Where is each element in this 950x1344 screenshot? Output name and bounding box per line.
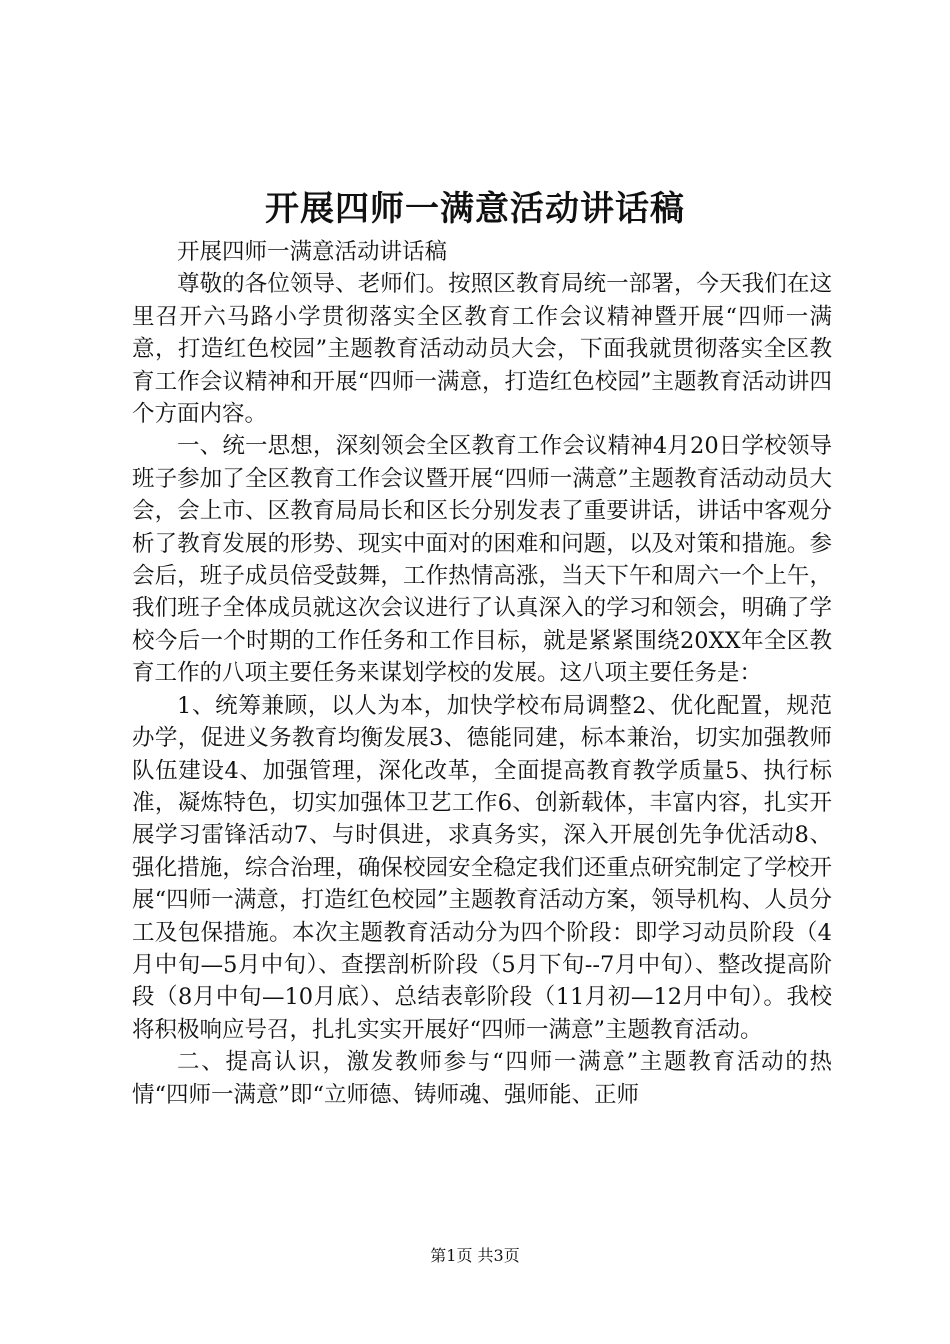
opening-paragraph: 尊敬的各位领导、老师们。按照区教育局统一部署，今天我们在这里召开六马路小学贯彻落实全区教育工作会议精神暨开展“四师一满意，打造红色校园”主题教育活动动员大会，下面我就贯彻落实全区教育工作会议精神和开展“四师一满意，打造红色校园”主题教育活动讲四个方面内容。 <box>132 271 832 428</box>
section-one-paragraph: 一、统一思想，深刻领会全区教育工作会议精神4月20日学校领导班子参加了全区教育工作会议暨开展“四师一满意”主题教育活动动员大会，会上市、区教育局局长和区长分别发表了重要讲话，讲话中客观分析了教育发展的形势、现实中面对的困难和问题，以及对策和措施。参会后，班子成员倍受鼓舞，工作热情高涨，当天下午和周六一个上午，我们班子全体成员就这次会议进行了认真深入的学习和领会，明确了学校今后一个时期的工作任务和工作目标，就是紧紧围绕20XX年全区教育工作的八项主要任务来谋划学校的发展。这八项主要任务是： <box>132 433 832 687</box>
section-two-paragraph: 二、提高认识，激发教师参与“四师一满意”主题教育活动的热情“四师一满意”即“立师德、铸师魂、强师能、正师 <box>132 1049 832 1108</box>
tasks-paragraph: 1、统筹兼顾，以人为本，加快学校布局调整2、优化配置，规范办学，促进义务教育均衡发展3、德能同建，标本兼治，切实加强教师队伍建设4、加强管理，深化改革，全面提高教育教学质量5、执行标准，凝炼特色，切实加强体卫艺工作6、创新载体，丰富内容，扎实开展学习雷锋活动7、与时俱进，求真务实，深入开展创先争优活动8、强化措施，综合治理，确保校园安全稳定我们还重点研究制定了学校开展“四师一满意，打造红色校园”主题教育活动方案，领导机构、人员分工及包保措施。本次主题教育活动分为四个阶段：即学习动员阶段（4月中旬—5月中旬）、查摆剖析阶段（5月下旬--7月中旬）、整改提高阶段（8月中旬—10月底）、总结表彰阶段（11月初—12月中旬）。我校将积极响应号召，扎扎实实开展好“四师一满意”主题教育活动。 <box>132 692 832 1043</box>
subtitle-paragraph: 开展四师一满意活动讲话稿 <box>177 239 448 265</box>
page-footer: 第1页 共3页 <box>430 1246 520 1265</box>
document-body <box>132 236 832 1111</box>
document-title: 开展四师一满意活动讲话稿 <box>265 189 685 229</box>
